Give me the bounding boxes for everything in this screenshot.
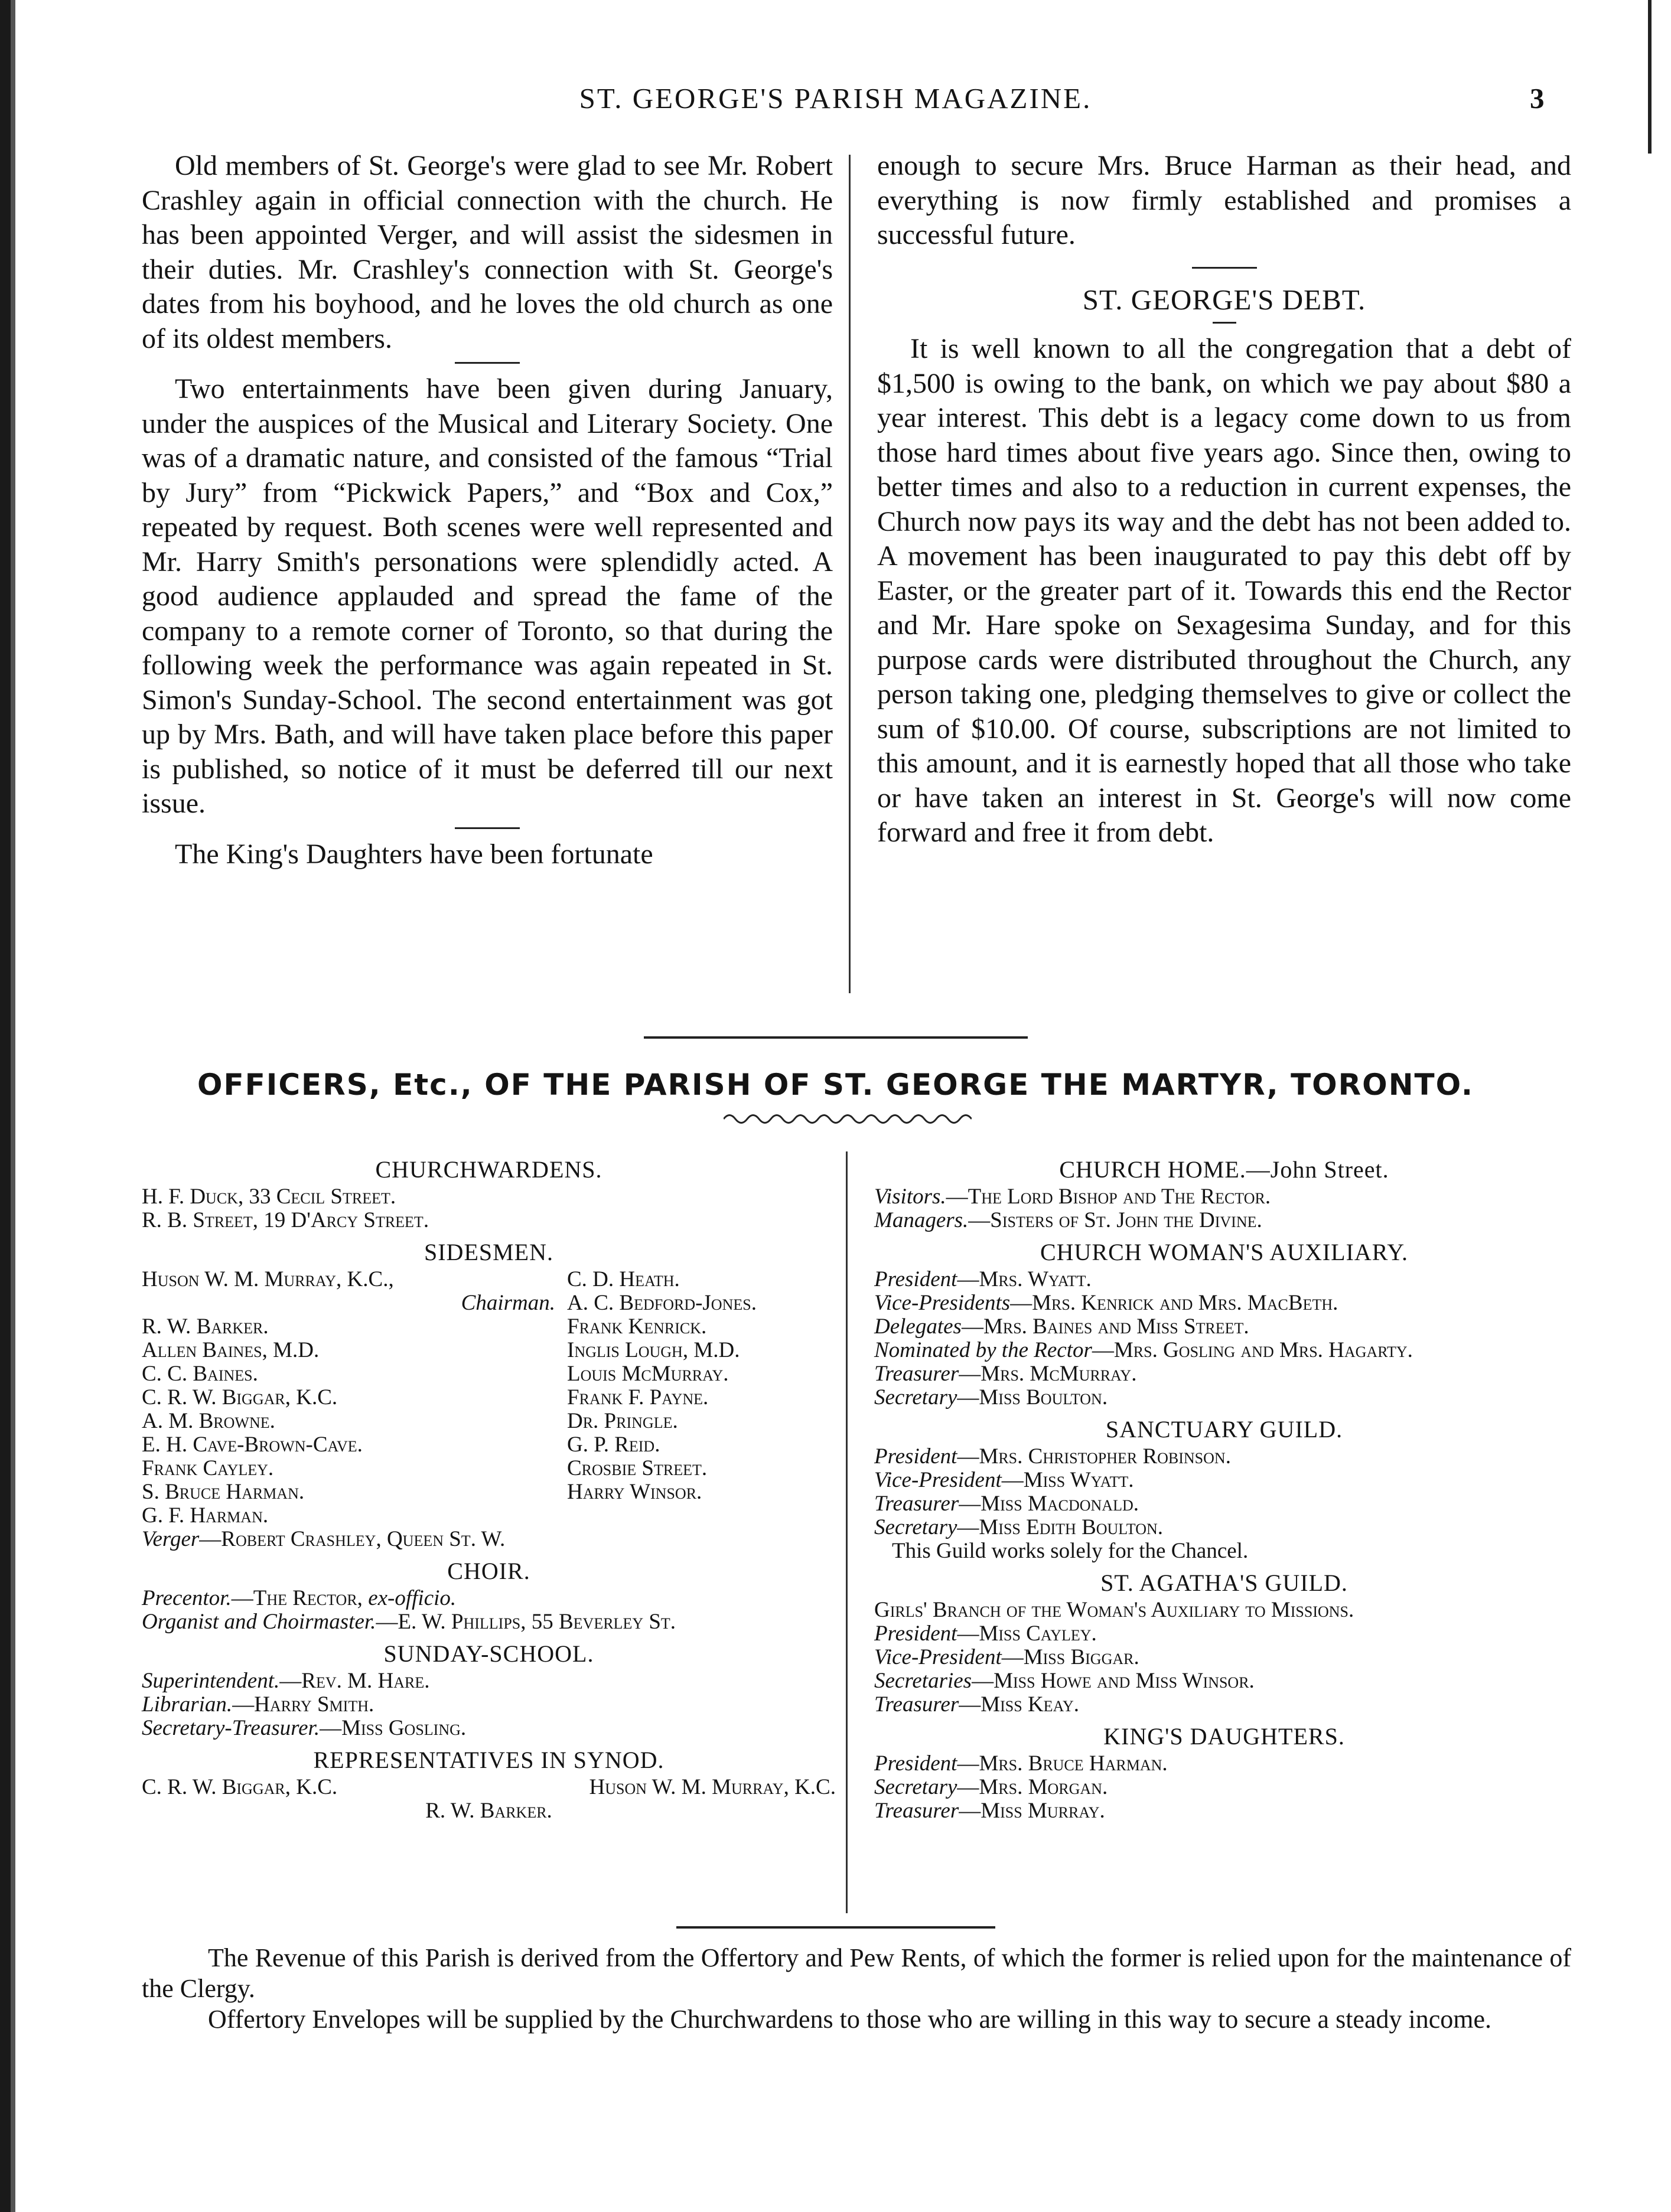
president-line: President—Mrs. Wyatt. <box>874 1267 1092 1291</box>
officers-title: OFFICERS, Etc., OF THE PARISH OF ST. GEORGE THE MARTYR, TORONTO. <box>197 1068 1474 1102</box>
president-line: President—Miss Cayley. <box>874 1622 1097 1646</box>
sanctuary-note: This Guild works solely for the Chancel. <box>892 1539 1249 1563</box>
sidesman: C. D. Heath. <box>567 1267 680 1291</box>
delegates-line: Delegates—Mrs. Baines and Miss Street. <box>874 1314 1249 1339</box>
debt-heading: ST. GEORGE'S DEBT. <box>1082 283 1366 316</box>
section-rule <box>644 1036 1028 1039</box>
sidesman: A. M. Browne. <box>142 1409 275 1433</box>
separator-rule <box>455 362 520 364</box>
superintendent-line: Superintendent.—Rev. M. Hare. <box>142 1669 430 1693</box>
chairman-label: Chairman. <box>461 1291 555 1315</box>
sidesman: Harry Winsor. <box>567 1480 702 1504</box>
sidesman: G. F. Harman. <box>142 1503 269 1528</box>
treasurer-line: Treasurer—Miss Keay. <box>874 1692 1079 1717</box>
footer-rule <box>676 1926 995 1929</box>
secretary-line: Secretary—Miss Edith Boulton. <box>874 1515 1164 1539</box>
sidesman: Frank F. Payne. <box>567 1385 709 1410</box>
page-title: ST. GEORGE'S PARISH MAGAZINE. <box>579 82 1092 115</box>
vice-presidents-line: Vice-Presidents—Mrs. Kenrick and Mrs. MacBeth. <box>874 1291 1338 1315</box>
synod-rep: Huson W. M. Murray, K.C. <box>589 1775 836 1799</box>
verger-line: Verger—Robert Crashley, Queen St. W. <box>142 1527 506 1551</box>
sidesman: Dr. Pringle. <box>567 1409 678 1433</box>
separator-rule <box>1213 322 1236 324</box>
sunday-school-heading: SUNDAY-SCHOOL. <box>383 1640 594 1667</box>
separator-rule <box>1192 267 1257 269</box>
envelopes-note: Offertory Envelopes will be supplied by the Churchwardens to those who are willing in this way to secure a steady income. <box>208 2005 1491 2034</box>
officers-right-column <box>874 1154 1574 1823</box>
synod-rep: C. R. W. Biggar, K.C. <box>142 1775 338 1799</box>
organist-line: Organist and Choirmaster.—E. W. Phillips, 55 Beverley St. <box>142 1610 676 1634</box>
synod-heading: REPRESENTATIVES IN SYNOD. <box>313 1747 665 1773</box>
treasurer-line: Treasurer—Miss Macdonald. <box>874 1492 1139 1516</box>
sidesmen-heading: SIDESMEN. <box>424 1239 554 1265</box>
binding-edge <box>0 0 11 2212</box>
secretary-line: Secretary—Miss Boulton. <box>874 1385 1108 1410</box>
sanctuary-guild-heading: SANCTUARY GUILD. <box>1105 1416 1343 1443</box>
kings-daughters-heading: KING'S DAUGHTERS. <box>1103 1723 1345 1750</box>
womans-auxiliary-heading: CHURCH WOMAN'S AUXILIARY. <box>1040 1239 1409 1265</box>
secretary-line: Secretary—Mrs. Morgan. <box>874 1775 1108 1799</box>
sidesman: Huson W. M. Murray, K.C., <box>142 1267 394 1291</box>
sidesmen-left-list <box>142 1268 567 1528</box>
sidesman: Crosbie Street. <box>567 1456 708 1480</box>
sidesmen-list <box>142 1268 836 1528</box>
sidesman: C. R. W. Biggar, K.C. <box>142 1385 338 1410</box>
officers-left-column <box>142 1154 836 1823</box>
managers-line: Managers.—Sisters of St. John the Divine. <box>874 1208 1262 1232</box>
vice-president-line: Vice-President—Miss Biggar. <box>874 1645 1139 1669</box>
sidesman: E. H. Cave-Brown-Cave. <box>142 1433 363 1457</box>
right-column <box>877 149 1571 850</box>
synod-rep: R. W. Barker. <box>425 1799 552 1823</box>
librarian-line: Librarian.—Harry Smith. <box>142 1692 374 1717</box>
column-divider <box>849 155 851 993</box>
verger-paragraph: Old members of St. George's were glad to see Mr. Robert Crashley again in official connection with the church. He has been appointed Verger, and will assist the sidesmen in their duties. Mr. Crashley's connection with St. George's dates from his boyhood, and he loves the old church as one of its oldest members. <box>142 150 833 354</box>
church-home-heading: CHURCH HOME.—John Street. <box>1059 1156 1389 1183</box>
treasurer-line: Treasurer—Mrs. McMurray. <box>874 1362 1137 1386</box>
churchwardens-heading: CHURCHWARDENS. <box>375 1156 602 1183</box>
sidesman: A. C. Bedford-Jones. <box>567 1291 757 1315</box>
sidesman: R. W. Barker. <box>142 1314 269 1339</box>
sidesman: Allen Baines, M.D. <box>142 1338 320 1362</box>
treasurer-line: Treasurer—Miss Murray. <box>874 1799 1105 1823</box>
page-number: 3 <box>1530 82 1545 115</box>
secretary-treasurer-line: Secretary-Treasurer.—Miss Gosling. <box>142 1716 467 1740</box>
kings-daughters-paragraph: The King's Daughters have been fortunate <box>175 838 653 870</box>
debt-paragraph: It is well known to all the congregation that a debt of $1,500 is owing to the bank, on which we pay about $80 a year interest. This debt is a legacy come down to us from those hard times about five years ago. Since then, owing to better times and also to a reduction in current expenses, the Church now pays its way and the debt has not been added to. A movement has been inaugurated to pay this debt off by Easter, or the greater part of it. Towards this end the Rector and Mr. Hare spoke on Sexagesima Sunday, and for this purpose cards were distributed throughout the Church, any person taking one, pledging themselves to give or collect the sum of $10.00. Of course, subscriptions are not limited to this amount, and it is earnestly hoped that all those who take or have taken an interest in St. George's will now come forward and free it from debt. <box>877 333 1571 848</box>
churchwarden-line: H. F. Duck, 33 Cecil Street. <box>142 1185 396 1209</box>
left-column <box>142 149 833 872</box>
visitors-line: Visitors.—The Lord Bishop and The Rector. <box>874 1185 1271 1209</box>
footer-notes <box>142 1943 1571 2035</box>
page-edge-mark <box>1648 0 1652 154</box>
sidesman: S. Bruce Harman. <box>142 1480 305 1504</box>
synod-line <box>142 1776 836 1799</box>
kings-daughters-continued: enough to secure Mrs. Bruce Harman as their head, and everything is now firmly established and promises a successful future. <box>877 150 1571 250</box>
choir-heading: CHOIR. <box>447 1558 530 1584</box>
sidesman: Inglis Lough, M.D. <box>567 1338 740 1362</box>
agatha-subtitle: Girls' Branch of the Woman's Auxiliary to Missions. <box>874 1598 1354 1622</box>
secretaries-line: Secretaries—Miss Howe and Miss Winsor. <box>874 1669 1255 1693</box>
president-line: President—Mrs. Bruce Harman. <box>874 1751 1168 1776</box>
churchwarden-line: R. B. Street, 19 D'Arcy Street. <box>142 1208 429 1232</box>
sidesmen-right-list <box>567 1268 836 1528</box>
st-agathas-guild-heading: ST. AGATHA'S GUILD. <box>1100 1570 1348 1596</box>
revenue-note: The Revenue of this Parish is derived from the Offertory and Pew Rents, of which the former is relied upon for the maintenance of the Clergy. <box>142 1943 1571 2003</box>
wavy-ornament <box>724 1111 972 1127</box>
nominated-line: Nominated by the Rector—Mrs. Gosling and Mrs. Hagarty. <box>874 1338 1413 1362</box>
entertainments-paragraph: Two entertainments have been given during January, under the auspices of the Musical and Literary Society. One was of a dramatic nature, and consisted of the famous “Trial by Jury” from “Pickwick Papers,” and “Box and Cox,” repeated by request. Both scenes were well represented and Mr. Harry Smith's personations were splendidly acted. A good audience applauded and spread the fame of the company to a remote corner of Toronto, so that during the following week the performance was again repeated in St. Simon's Sunday-School. The second entertainment was got up by Mrs. Bath, and will have taken place before this paper is published, so notice of it must be deferred till our next issue. <box>142 373 833 819</box>
binding-shadow <box>11 0 15 2212</box>
separator-rule <box>455 827 520 829</box>
sidesman: Louis McMurray. <box>567 1362 729 1386</box>
sidesman: Frank Kenrick. <box>567 1314 707 1339</box>
sidesman: Frank Cayley. <box>142 1456 274 1480</box>
sidesman: G. P. Reid. <box>567 1433 660 1457</box>
president-line: President—Mrs. Christopher Robinson. <box>874 1444 1231 1469</box>
vice-president-line: Vice-President—Miss Wyatt. <box>874 1468 1134 1492</box>
precentor-line: Precentor.—The Rector, ex-officio. <box>142 1586 457 1610</box>
sidesman: C. C. Baines. <box>142 1362 258 1386</box>
column-divider <box>846 1151 848 1913</box>
